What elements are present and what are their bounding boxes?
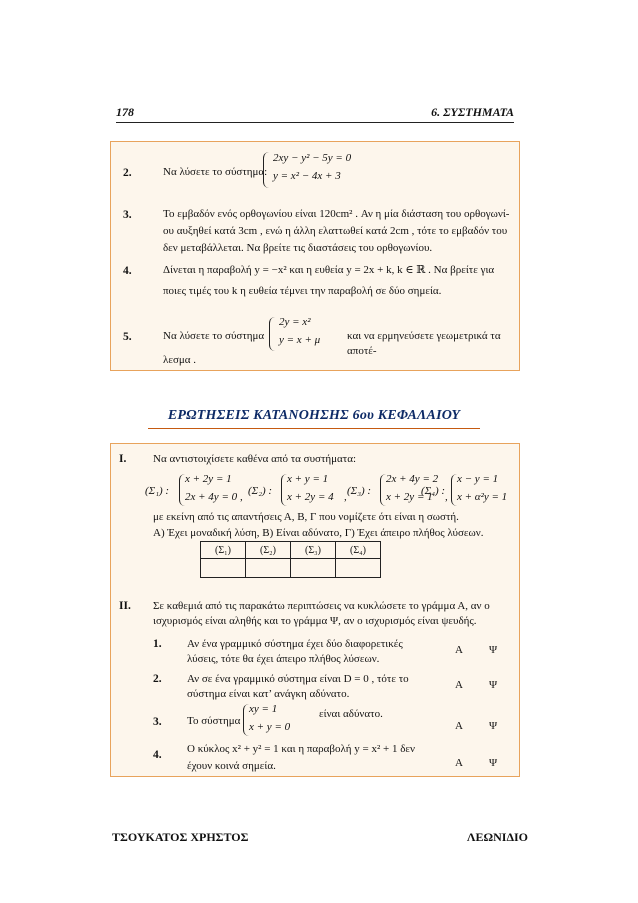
item-line: λύσεις, τότε θα έχει άπειρο πλήθος λύσεων. xyxy=(187,653,380,665)
table-header: (Σ₂) xyxy=(246,542,291,559)
equation: 2xy − y² − 5y = 0 xyxy=(273,152,352,164)
answer-options: Α) Έχει μοναδική λύση, Β) Είναι αδύνατο, Γ) Έχει άπειρο πλήθος λύσεων. xyxy=(153,527,484,539)
item-number: 2. xyxy=(153,673,162,685)
equation: x + y = 1 xyxy=(287,473,329,485)
question-text xyxy=(153,599,515,629)
section-title-text: ΕΡΩΤΗΣΕΙΣ ΚΑΤΑΝΟΗΣΗΣ 6ου ΚΕΦΑΛΑΙΟΥ xyxy=(167,408,461,423)
equation: 2x + 4y = 2 xyxy=(386,473,439,485)
section-title xyxy=(110,408,518,424)
answer-false[interactable]: Ψ xyxy=(489,679,498,691)
item-line: Ο κύκλος x² + y² = 1 και η παραβολή y = x² + 1 δεν xyxy=(187,743,415,755)
exercise-number: 5. xyxy=(123,331,132,343)
item-text: είναι αδύνατο. xyxy=(319,708,383,720)
equation: x − y = 1 xyxy=(457,473,499,485)
table-cell[interactable] xyxy=(291,559,336,578)
equation: x + 2y = 4 xyxy=(287,491,334,503)
exercise-text xyxy=(163,207,513,256)
exercise-line: ποιες τιμές του k η ευθεία τέμνει την παραβολή σε δύο σημεία. xyxy=(163,285,442,297)
exercise-number: 3. xyxy=(123,209,132,221)
item-text xyxy=(187,742,437,774)
equation: x + 2y = 1 xyxy=(185,473,232,485)
item-number: 4. xyxy=(153,749,162,761)
answer-true[interactable]: Α xyxy=(455,679,463,691)
answer-false[interactable]: Ψ xyxy=(489,720,498,732)
system-brace xyxy=(263,152,270,188)
exercise-line: Το εμβαδόν ενός ορθογωνίου είναι 120cm² . Αν η μία διάσταση του ορθογωνί- xyxy=(163,208,510,220)
answer-true[interactable]: Α xyxy=(455,757,463,769)
system-label: (Σ₄) : xyxy=(421,485,446,497)
equation: x + α²y = 1 xyxy=(457,491,508,503)
table-cell[interactable] xyxy=(336,559,381,578)
equation: y = x² − 4x + 3 xyxy=(273,170,341,182)
answer-true[interactable]: Α xyxy=(455,644,463,656)
system-label: (Σ₂) : xyxy=(248,485,273,497)
exercise-text: λεσμα . xyxy=(163,354,197,366)
item-text xyxy=(187,672,437,702)
table-header-row xyxy=(201,542,381,559)
equation: x + y = 0 xyxy=(249,721,291,733)
separator: , xyxy=(240,491,243,503)
exercise-number: 2. xyxy=(123,167,132,179)
system-brace xyxy=(269,317,276,351)
exercise-line: Δίνεται η παραβολή y = −x² και η ευθεία y = 2x + k, k ∈ ℝ . Να βρείτε για xyxy=(163,264,495,276)
page-number: 178 xyxy=(116,105,134,119)
section-divider xyxy=(148,428,480,429)
question-line: Σε καθεμιά από τις παρακάτω περιπτώσεις να κυκλώσετε το γράμμα Α, αν ο xyxy=(153,600,490,612)
item-line: σύστημα είναι κατ’ ανάγκη αδύνατο. xyxy=(187,688,350,700)
equation: xy = 1 xyxy=(249,703,278,715)
table-cell[interactable] xyxy=(246,559,291,578)
exercises-box xyxy=(110,141,520,371)
exercise-text: Να λύσετε το σύστημα: xyxy=(163,166,268,178)
exercise-text: και να ερμηνεύσετε γεωμετρικά τα αποτέ- xyxy=(347,330,501,357)
table-header: (Σ₁) xyxy=(201,542,246,559)
item-number: 1. xyxy=(153,638,162,650)
table-header: (Σ₄) xyxy=(336,542,381,559)
item-text xyxy=(187,637,437,667)
question-text: με εκείνη από τις απαντήσεις Α, Β, Γ που νομίζετε ότι είναι η σωστή. xyxy=(153,511,459,523)
system-label: (Σ₃) : xyxy=(347,485,372,497)
table-cell[interactable] xyxy=(201,559,246,578)
question-text: Να αντιστοιχίσετε καθένα από τα συστήματα: xyxy=(153,453,357,465)
separator: , xyxy=(344,491,347,503)
item-line: έχουν κοινά σημεία. xyxy=(187,760,276,772)
item-line: Αν ένα γραμμικό σύστημα έχει δύο διαφορετικές xyxy=(187,638,403,650)
answer-table xyxy=(200,541,381,578)
equation: 2y = x² xyxy=(279,316,311,328)
exercise-line: ου αυξηθεί κατά 3cm , ενώ η άλλη ελαττωθεί κατά 2cm , τότε το εμβαδόν του xyxy=(163,225,508,237)
equation: x + 2y = 1 xyxy=(386,491,433,503)
table-header: (Σ₃) xyxy=(291,542,336,559)
item-number: 3. xyxy=(153,716,162,728)
footer-place: ΛΕΩΝΙΔΙΟ xyxy=(466,830,528,844)
question-line: ισχυρισμός είναι αληθής και το γράμμα Ψ, αν ο ισχυρισμός είναι ψευδής. xyxy=(153,615,477,627)
system-label: (Σ₁) : xyxy=(145,485,170,497)
page-header xyxy=(116,104,514,123)
footer-author: ΤΣΟΥΚΑΤΟΣ ΧΡΗΣΤΟΣ xyxy=(112,830,249,844)
answer-false[interactable]: Ψ xyxy=(489,757,498,769)
equation: y = x + μ xyxy=(279,334,321,346)
answer-true[interactable]: Α xyxy=(455,720,463,732)
exercise-line: δεν μεταβάλλεται. Να βρείτε τις διαστάσεις του ορθογωνίου. xyxy=(163,242,433,254)
separator: , xyxy=(445,491,448,503)
exercise-number: 4. xyxy=(123,265,132,277)
exercise-text: Να λύσετε το σύστημα xyxy=(163,330,265,342)
question-number: II. xyxy=(119,600,131,612)
question-number: I. xyxy=(119,453,127,465)
item-line: Αν σε ένα γραμμικό σύστημα είναι D = 0 , τότε το xyxy=(187,673,409,685)
table-row xyxy=(201,559,381,578)
chapter-title: 6. ΣΥΣΤΗΜΑΤΑ xyxy=(431,105,514,119)
answer-false[interactable]: Ψ xyxy=(489,644,498,656)
item-text: Το σύστημα xyxy=(187,715,241,727)
exercise-text xyxy=(163,263,515,299)
equation: 2x + 4y = 0 xyxy=(185,491,238,503)
questions-box xyxy=(110,443,520,777)
